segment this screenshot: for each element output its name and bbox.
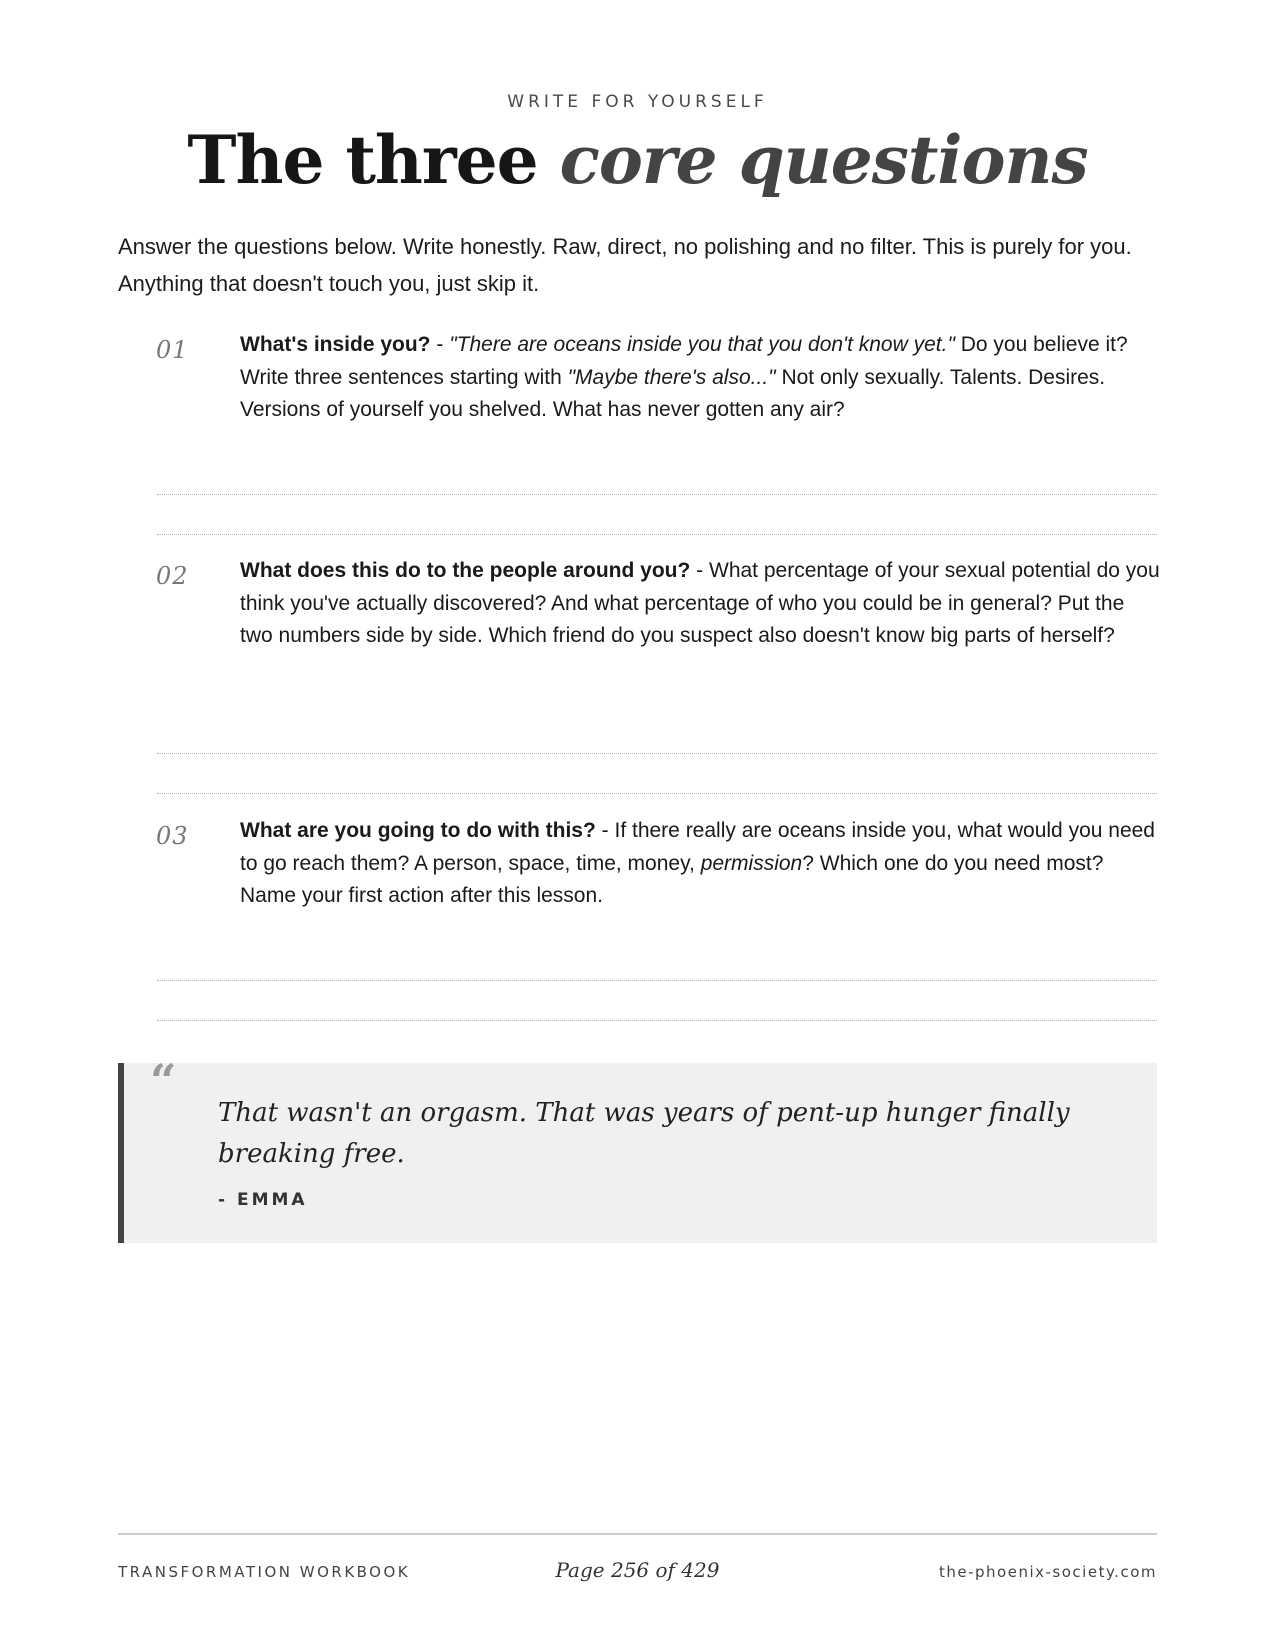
answer-line[interactable] bbox=[157, 793, 1157, 794]
answer-line[interactable] bbox=[157, 534, 1157, 535]
quote-author: - EMMA bbox=[218, 1190, 308, 1210]
answer-line[interactable] bbox=[157, 1020, 1157, 1021]
question-2-separator: - bbox=[690, 559, 709, 582]
intro-paragraph: Answer the questions below. Write honestly. Raw, direct, no polishing and no filter. This is purely for you. Anything that doesn't touch you, just skip it. bbox=[118, 234, 1132, 296]
question-3 bbox=[240, 815, 1160, 913]
question-1-prompt: "Maybe there's also..." bbox=[567, 365, 776, 389]
footer-divider bbox=[118, 1533, 1157, 1535]
answer-line[interactable] bbox=[157, 494, 1157, 495]
question-number-1: 01 bbox=[156, 336, 189, 364]
question-2 bbox=[240, 555, 1160, 653]
question-number-2: 02 bbox=[156, 562, 189, 590]
footer-book-title: TRANSFORMATION WORKBOOK bbox=[118, 1563, 411, 1581]
question-3-text-b: ? Which one do you need most? Name your first action after this lesson. bbox=[240, 851, 1104, 907]
question-3-italic-word: permission bbox=[700, 851, 803, 875]
title-italic: core questions bbox=[559, 121, 1088, 199]
section-eyebrow: WRITE FOR YOURSELF bbox=[507, 92, 768, 112]
question-3-heading: What are you going to do with this? bbox=[240, 819, 596, 842]
question-2-heading: What does this do to the people around you? bbox=[240, 559, 691, 582]
answer-line[interactable] bbox=[157, 980, 1157, 981]
question-1-heading: What's inside you? bbox=[240, 333, 431, 356]
page-number: Page 256 of 429 bbox=[555, 1558, 720, 1582]
quote-text: That wasn't an orgasm. That was years of pent-up hunger finally breaking free. bbox=[218, 1098, 1070, 1169]
question-1-text-b: Not only sexually. Talents. Desires. Versions of yourself you shelved. What has never gotten any air? bbox=[240, 365, 1106, 421]
question-1-separator: - bbox=[430, 333, 450, 356]
question-1-text-a: Do you believe it? Write three sentences starting with bbox=[240, 333, 1128, 389]
question-3-separator: - bbox=[595, 819, 615, 842]
question-2-text: What percentage of your sexual potential do you think you've actually discovered? And what percentage of who you could be in general? Put the two numbers side by side. Which friend do you suspect also doesn't know big parts of herself? bbox=[240, 559, 1160, 647]
title-plain: The three bbox=[187, 121, 560, 199]
question-1 bbox=[240, 329, 1160, 427]
answer-line[interactable] bbox=[157, 753, 1157, 754]
question-number-3: 03 bbox=[156, 822, 189, 850]
footer-website[interactable]: the-phoenix-society.com bbox=[939, 1563, 1157, 1581]
page-title bbox=[0, 118, 1275, 202]
question-3-text-a: If there really are oceans inside you, what would you need to go reach them? A person, space, time, money, bbox=[240, 819, 1155, 875]
question-1-quote: "There are oceans inside you that you don't know yet." bbox=[449, 333, 955, 356]
quote-mark-icon: “ bbox=[150, 1054, 177, 1108]
